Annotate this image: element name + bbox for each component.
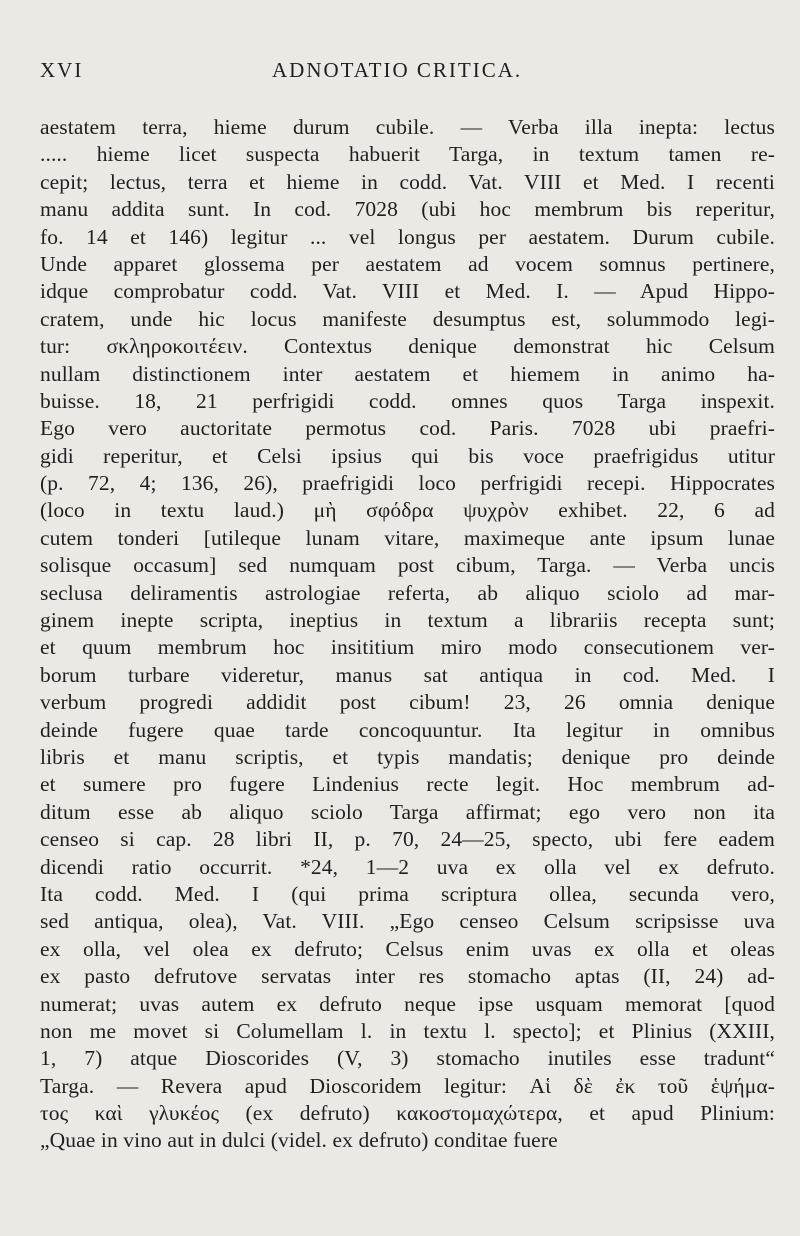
text-line: nullam distinctionem inter aestatem et hiemem in animo ha- bbox=[40, 361, 775, 386]
text-line: cratem, unde hic locus manifeste desumptus est, solummodo legi- bbox=[40, 306, 775, 331]
text-line: Unde apparet glossema per aestatem ad vocem somnus pertinere, bbox=[40, 251, 775, 276]
text-line: Targa. — Revera apud Dioscoridem legitur: Αἱ δὲ ἐκ τοῦ ἑψήμα- bbox=[40, 1073, 775, 1098]
text-line: (p. 72, 4; 136, 26), praefrigidi loco perfrigidi recepi. Hippocrates bbox=[40, 471, 775, 496]
text-line: Ita codd. Med. I (qui prima scriptura ollea, secunda vero, bbox=[40, 881, 775, 906]
text-line: et sumere pro fugere Lindenius recte legit. Hoc membrum ad- bbox=[40, 772, 775, 797]
text-line: et quum membrum hoc insititium miro modo consecutionem ver- bbox=[40, 635, 775, 660]
running-head: ADNOTATIO CRITICA. bbox=[272, 58, 523, 82]
text-line: solisque occasum] sed numquam post cibum, Targa. — Verba uncis bbox=[40, 553, 775, 578]
text-line: censeo si cap. 28 libri II, p. 70, 24—25, specto, ubi fere eadem bbox=[40, 827, 775, 852]
text-line: deinde fugere quae tarde concoquuntur. Ita legitur in omnibus bbox=[40, 717, 775, 742]
text-line: buisse. 18, 21 perfrigidi codd. omnes quos Targa inspexit. bbox=[40, 388, 775, 413]
text-line: non me movet si Columellam l. in textu l. specto]; et Plinius (XXIII, bbox=[40, 1018, 775, 1043]
text-line: libris et manu scriptis, et typis mandatis; denique pro deinde bbox=[40, 744, 775, 769]
text-line: ex olla, vel olea ex defruto; Celsus enim uvas ex olla et oleas bbox=[40, 936, 775, 961]
text-line: ditum esse ab aliquo sciolo Targa affirmat; ego vero non ita bbox=[40, 799, 775, 824]
text-line: ..... hieme licet suspecta habuerit Targa, in textum tamen re- bbox=[40, 142, 775, 167]
text-line: „Quae in vino aut in dulci (videl. ex defruto) conditae fuere bbox=[40, 1128, 558, 1153]
text-line: seclusa deliramentis astrologiae referta, ab aliquo sciolo ad mar- bbox=[40, 580, 775, 605]
page-header bbox=[40, 58, 775, 88]
text-line: τος καὶ γλυκέος (ex defruto) κακοστομαχώτερα, et apud Plinium: bbox=[40, 1101, 775, 1126]
text-line: ex pasto defrutove servatas inter res stomacho aptas (II, 24) ad- bbox=[40, 964, 775, 989]
text-line: sed antiqua, olea), Vat. VIII. „Ego censeo Celsum scripsisse uva bbox=[40, 909, 775, 934]
text-line: (loco in textu laud.) μὴ σφόδρα ψυχρὸν exhibet. 22, 6 ad bbox=[40, 498, 775, 523]
text-line: verbum progredi addidit post cibum! 23, 26 omnia denique bbox=[40, 690, 775, 715]
text-line: tur: σκληροκοιτέειν. Contextus denique demonstrat hic Celsum bbox=[40, 334, 775, 359]
text-line: 1, 7) atque Dioscorides (V, 3) stomacho inutiles esse tradunt“ bbox=[40, 1046, 775, 1071]
text-line: borum turbare videretur, manus sat antiqua in cod. Med. I bbox=[40, 662, 775, 687]
text-line: dicendi ratio occurrit. *24, 1—2 uva ex olla vel ex defruto. bbox=[40, 854, 775, 879]
body-text bbox=[40, 114, 775, 1155]
text-line: aestatem terra, hieme durum cubile. — Verba illa inepta: lectus bbox=[40, 115, 775, 139]
page-number: XVI bbox=[40, 58, 84, 82]
text-line: numerat; uvas autem ex defruto neque ipse usquam memorat [quod bbox=[40, 991, 775, 1016]
text-line: fo. 14 et 146) legitur ... vel longus per aestatem. Durum cubile. bbox=[40, 224, 775, 249]
text-line: cutem tonderi [utileque lunam vitare, maximeque ante ipsum lunae bbox=[40, 525, 775, 550]
text-line: manu addita sunt. In cod. 7028 (ubi hoc membrum bis reperitur, bbox=[40, 197, 775, 222]
text-line: gidi reperitur, et Celsi ipsius qui bis voce praefrigidus utitur bbox=[40, 443, 775, 468]
text-line: cepit; lectus, terra et hieme in codd. Vat. VIII et Med. I recenti bbox=[40, 169, 775, 194]
text-line: Ego vero auctoritate permotus cod. Paris. 7028 ubi praefri- bbox=[40, 416, 775, 441]
text-line: ginem inepte scripta, ineptius in textum a librariis recepta sunt; bbox=[40, 608, 775, 633]
text-line: idque comprobatur codd. Vat. VIII et Med. I. — Apud Hippo- bbox=[40, 279, 775, 304]
